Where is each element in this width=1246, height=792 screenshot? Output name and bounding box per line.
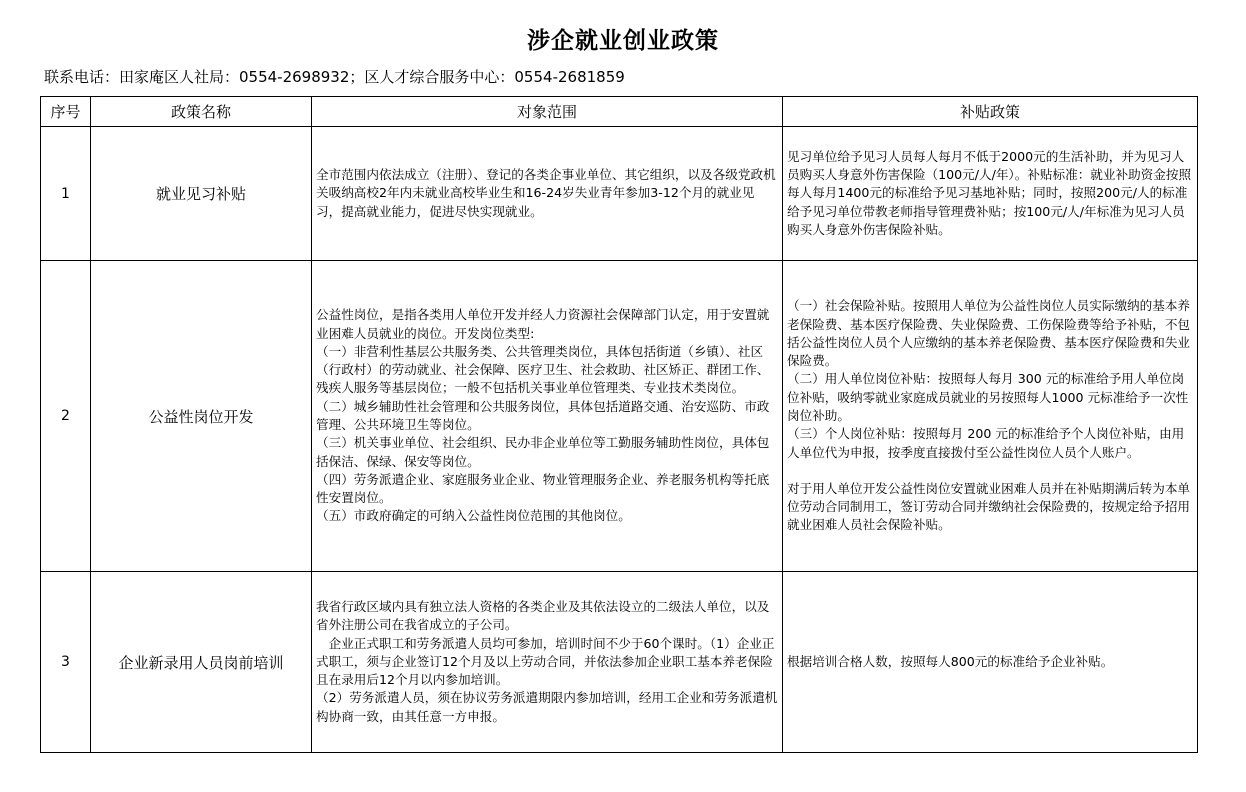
- header-num: 序号: [41, 97, 91, 127]
- header-name: 政策名称: [91, 97, 312, 127]
- subsidy-cell: [783, 127, 1198, 261]
- subsidy-cell: [783, 572, 1198, 753]
- policy-table: [40, 96, 1198, 753]
- row-num: 1: [41, 127, 91, 261]
- policy-name: 企业新录用人员岗前培训: [91, 572, 312, 753]
- header-scope: 对象范围: [312, 97, 783, 127]
- subsidy-text: （二）用人单位岗位补贴：按照每人每月 300 元的标准给予用人单位岗位补贴，吸纳零就业家庭成员就业的另按照每人1000 元标准给予一次性岗位补助。: [787, 371, 1189, 423]
- page-title: 涉企就业创业政策: [527, 27, 719, 54]
- subsidy-cell: [783, 261, 1198, 572]
- scope-text: （三）机关事业单位、社会组织、民办非企业单位等工勤服务辅助性岗位，具体包括保洁、保绿、保安等岗位。: [316, 435, 770, 469]
- subsidy-text: 对于用人单位开发公益性岗位安置就业困难人员并在补贴期满后转为本单位劳动合同制用工，签订劳动合同并缴纳社会保险费的，按规定给予招用就业困难人员社会保险补贴。: [787, 480, 1190, 533]
- scope-text: 公益性岗位，是指各类用人单位开发并经人力资源社会保障部门认定，用于安置就业困难人员就业的岗位。开发岗位类型:: [316, 307, 770, 341]
- subsidy-text: 根据培训合格人数，按照每人800元的标准给予企业补贴。: [787, 653, 1114, 669]
- scope-cell: [312, 127, 783, 261]
- subsidy-text: （一）社会保险补贴。按照用人单位为公益性岗位人员实际缴纳的基本养老保险费、基本医疗保险费、失业保险费、工伤保险费等给予补贴，不包括公益性岗位人员个人应缴纳的基本养老保险费、基本医疗保险费和失业保险费。: [787, 298, 1190, 369]
- policy-name: 公益性岗位开发: [91, 261, 312, 572]
- scope-text: （四）劳务派遣企业、家庭服务业企业、物业管理服务企业、养老服务机构等托底性安置岗位。: [316, 471, 770, 506]
- header-subsidy: 补贴政策: [783, 97, 1198, 127]
- scope-text: （一）非营利性基层公共服务类、公共管理类岗位，具体包括街道（乡镇）、社区（行政村）的劳动就业、社会保障、医疗卫生、社会救助、社区矫正、群团工作、残疾人服务等基层岗位；一般不包括机关事业单位管理类、专业技术类岗位。: [316, 343, 770, 396]
- table-row: [41, 127, 1198, 261]
- scope-text: 我省行政区域内具有独立法人资格的各类企业及其依法设立的二级法人单位，以及省外注册公司在我省成立的子公司。: [316, 598, 770, 633]
- scope-text: （二）城乡辅助性社会管理和公共服务岗位，具体包括道路交通、治安巡防、市政管理、公共环境卫生等岗位。: [316, 398, 770, 432]
- paragraph-gap: [787, 462, 1193, 480]
- scope-cell: [312, 572, 783, 753]
- table-header-row: [41, 97, 1198, 127]
- subsidy-text: （三）个人岗位补贴：按照每月 200 元的标准给予个人岗位补贴，由用人单位代为申报，按季度直接拨付至公益性岗位人员个人账户。: [787, 426, 1185, 460]
- table-row: [41, 261, 1198, 572]
- scope-text: （2）劳务派遣人员，须在协议劳务派遣期限内参加培训，经用工企业和劳务派遣机构协商一致，由其任意一方申报。: [316, 690, 778, 724]
- scope-cell: [312, 261, 783, 572]
- contact-line: 联系电话：田家庵区人社局：0554-2698932；区人才综合服务中心：0554-2681859: [44, 68, 625, 86]
- row-num: 3: [41, 572, 91, 753]
- scope-text: （五）市政府确定的可纳入公益性岗位范围的其他岗位。: [316, 508, 631, 524]
- policy-name: 就业见习补贴: [91, 127, 312, 261]
- row-num: 2: [41, 261, 91, 572]
- scope-text: 全市范围内依法成立（注册）、登记的各类企事业单位、其它组织，以及各级党政机关吸纳高校2年内未就业高校毕业生和16-24岁失业青年参加3-12个月的就业见习，提高就业能力，促进尽快实现就业。: [316, 167, 776, 219]
- table-row: [41, 572, 1198, 753]
- subsidy-text: 见习单位给予见习人员每人每月不低于2000元的生活补助，并为见习人员购买人身意外伤害保险（100元/人/年）。补贴标准：就业补助资金按照每人每月1400元的标准给予见习基地补贴；同时，按照200元/人的标准给予见习单位带教老师指导管理费补贴；按100元/人/年标准为见习人员购买人身意外伤害保险补贴。: [787, 148, 1192, 237]
- scope-text: 企业正式职工和劳务派遣人员均可参加，培训时间不少于60个课时。（1）企业正式职工，须与企业签订12个月及以上劳动合同，并依法参加企业职工基本养老保险且在录用后12个月以内参加培训。: [316, 635, 775, 688]
